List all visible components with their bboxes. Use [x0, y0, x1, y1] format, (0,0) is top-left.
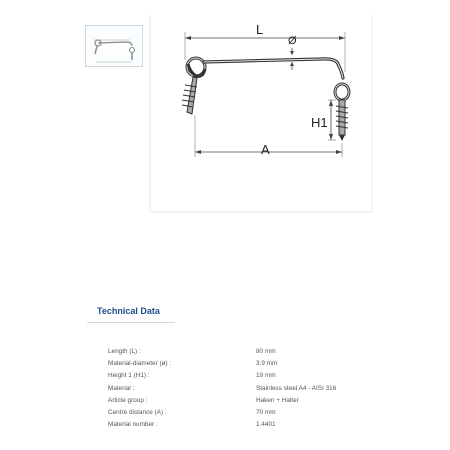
spec-row-material-number: [108, 419, 368, 431]
spec-label: Length (L) :: [108, 347, 141, 355]
spec-value: 3.9 mm: [256, 359, 278, 367]
spec-label: Material :: [108, 384, 135, 392]
spec-row-length: [108, 345, 368, 357]
technical-data-table: [108, 345, 368, 431]
spec-label: Material-diameter (ø) :: [108, 359, 172, 367]
spec-row-article-group: [108, 394, 368, 406]
spec-label: Article group :: [108, 396, 148, 404]
length-label: L: [256, 22, 264, 37]
spec-row-material-diameter: [108, 357, 368, 369]
hook-drawing: [150, 20, 370, 160]
spec-label: Material number :: [108, 421, 158, 429]
spec-value: 80 mm: [256, 347, 276, 355]
spec-label: Centre distance (A) :: [108, 409, 167, 417]
diameter-label: Ø: [288, 35, 297, 47]
height-label: H1: [311, 115, 328, 130]
technical-data-title: Technical Data: [97, 306, 160, 316]
spec-value: Haken + Halter: [256, 396, 299, 404]
spec-value: 19 mm: [256, 372, 276, 380]
spec-row-material: [108, 382, 368, 394]
spec-row-height: [108, 370, 368, 382]
product-thumbnail[interactable]: [85, 25, 143, 67]
spec-row-centre-distance: [108, 406, 368, 418]
spec-value: 70 mm: [256, 409, 276, 417]
centre-distance-label: A: [261, 142, 270, 157]
spec-value: 1.4401: [256, 421, 276, 429]
title-divider: [87, 322, 175, 323]
thumbnail-hook-icon: [86, 26, 142, 66]
spec-label: Height 1 (H1) :: [108, 372, 150, 380]
spec-value: Stainless steel A4 - AISI 316: [256, 384, 337, 392]
